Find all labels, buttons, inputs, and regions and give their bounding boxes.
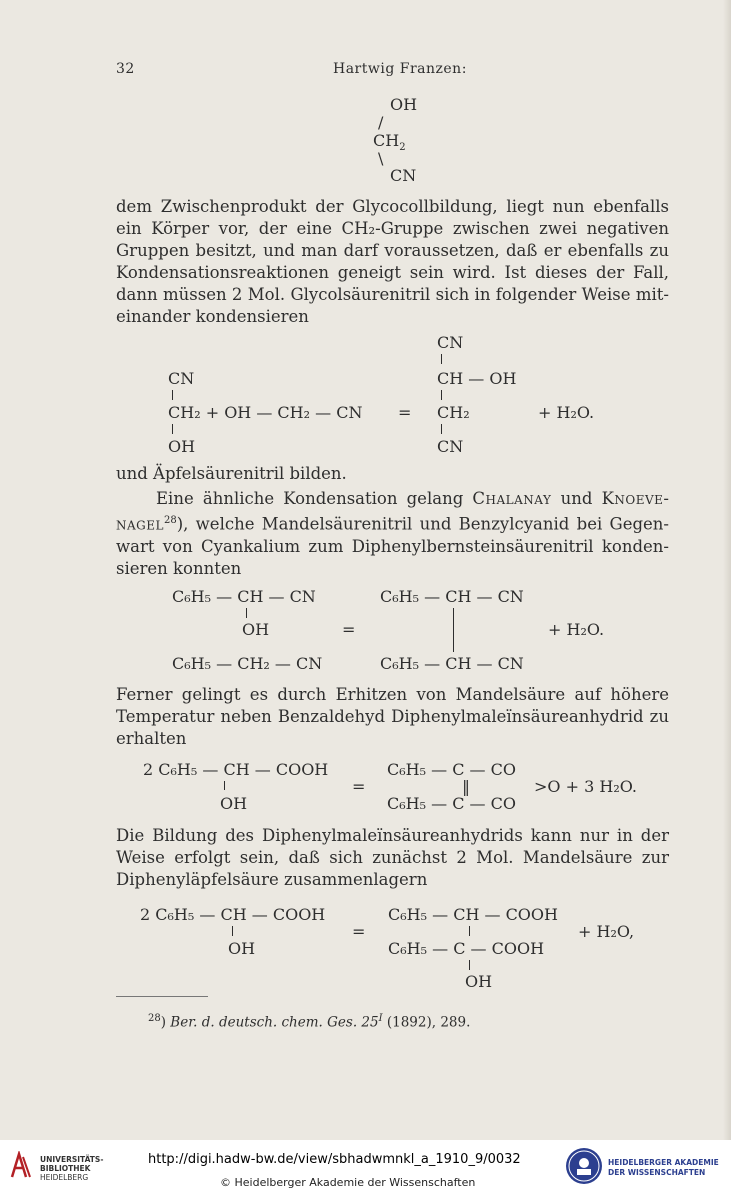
f2-plus-water: + H₂O. bbox=[538, 403, 595, 422]
f2-right-cn-top: CN bbox=[437, 333, 464, 352]
page-number: 32 bbox=[116, 61, 135, 77]
f4-anhydride-water: >O + 3 H₂O. bbox=[534, 777, 637, 796]
f5-right-oh: OH bbox=[465, 972, 493, 991]
footnote-mark: 28 bbox=[148, 1013, 161, 1024]
f5-bond-2 bbox=[469, 926, 470, 936]
paragraph-1: dem Zwischenprodukt der Glycocollbildung, liegt nun ebenfalls ein Körper vor, der eine CH₂-Gruppe zwischen zwei negativen Gruppen besitzt, und man darf voraussetzen, daß er ebenfalls zu Kondensationsreaktionen geneigt sein wird. Ist dieses der Fall, dann müssen 2 Mol. Glycolsäurenitril sich in folgender Weise miteinander kondensieren bbox=[116, 197, 669, 326]
f5-plus-water: + H₂O, bbox=[578, 922, 635, 941]
f2-equals: = bbox=[398, 403, 412, 422]
f2-left-oh: OH bbox=[168, 437, 196, 456]
f2-right-ch2: CH₂ bbox=[437, 403, 470, 422]
footnote-details: (1892), 289. bbox=[386, 1014, 471, 1031]
f3-left-oh: OH bbox=[242, 620, 270, 639]
f5-left-top: 2 C₆H₅ — CH — COOH bbox=[140, 905, 326, 924]
f2-bond-4 bbox=[441, 390, 442, 400]
footnote-source: Ber. d. deutsch. chem. Ges. bbox=[170, 1014, 358, 1031]
f2-right-ch-oh: CH — OH bbox=[437, 369, 517, 388]
f4-right-top: C₆H₅ — C — CO bbox=[387, 760, 516, 779]
f5-bond-1 bbox=[232, 926, 233, 936]
formula1-oh: OH bbox=[390, 95, 418, 114]
f2-bond-5 bbox=[441, 424, 442, 434]
f5-left-oh: OH bbox=[228, 939, 256, 958]
formula1-bond-up: / bbox=[378, 113, 384, 132]
copyright-notice: © Heidelberger Akademie der Wissenschaften bbox=[220, 1176, 476, 1189]
f4-right-bottom: C₆H₅ — C — CO bbox=[387, 794, 516, 813]
f3-right-bottom: C₆H₅ — CH — CN bbox=[380, 654, 524, 673]
academy-name bbox=[608, 1158, 719, 1178]
f4-double-bond: ‖ bbox=[462, 777, 470, 796]
f2-left-cn: CN bbox=[168, 369, 195, 388]
f2-left-mid: CH₂ + OH — CH₂ — CN bbox=[168, 403, 363, 422]
f4-bond-1 bbox=[224, 781, 225, 790]
f5-equals: = bbox=[352, 922, 366, 941]
formula1-ch: CH bbox=[373, 131, 400, 150]
f4-left-oh: OH bbox=[220, 794, 248, 813]
page-edge-shadow bbox=[723, 0, 731, 1140]
footnote-rule bbox=[116, 996, 208, 997]
para3-conj: und bbox=[560, 489, 593, 508]
f3-bond-1 bbox=[246, 608, 247, 618]
f3-bond-2 bbox=[453, 608, 454, 652]
running-title: Hartwig Franzen: bbox=[333, 61, 467, 77]
paragraph-2: und Äpfelsäurenitril bilden. bbox=[116, 464, 347, 483]
formula1-sub2: 2 bbox=[399, 142, 406, 154]
para3-rest: ), welche Mandelsäurenitril und Benzylcyanid bei Gegenwart von Cyankalium zum Diphenylbernsteinsäurenitril kondensieren konnten bbox=[116, 514, 669, 578]
citation-author-chalanay: Chalanay bbox=[472, 489, 552, 508]
f4-left-top: 2 C₆H₅ — CH — COOH bbox=[143, 760, 329, 779]
formula1-cn: CN bbox=[390, 166, 417, 185]
paragraph-4: Ferner gelingt es durch Erhitzen von Mandelsäure auf höhere Temperatur neben Benzaldehyd Diphenylmaleïnsäureanhydrid zu erhalten bbox=[116, 685, 669, 748]
library-line-2: BIBLIOTHEK bbox=[40, 1164, 91, 1173]
footnote-28: $^{28}$) Ber. d. deutsch. chem. Ges. $25^I$ (1892), 289. bbox=[148, 1013, 471, 1031]
f2-bond-2 bbox=[172, 424, 173, 434]
f2-right-cn-bottom: CN bbox=[437, 437, 464, 456]
citation-author-knoevenagel: Knoevenagel bbox=[116, 489, 669, 534]
academy-line-1: HEIDELBERGER AKADEMIE bbox=[608, 1158, 719, 1167]
permalink-url[interactable]: http://digi.hadw-bw.de/view/sbhadwmnkl_a_1910_9/0032 bbox=[148, 1152, 521, 1167]
footnote-ref-28: 28 bbox=[163, 515, 177, 526]
f2-bond-1 bbox=[172, 390, 173, 400]
library-line-3: HEIDELBERG bbox=[40, 1173, 89, 1182]
f3-right-top: C₆H₅ — CH — CN bbox=[380, 587, 524, 606]
f3-equals: = bbox=[342, 620, 356, 639]
academy-line-2: DER WISSENSCHAFTEN bbox=[608, 1168, 706, 1177]
footnote-volume-sup: I bbox=[378, 1013, 383, 1024]
paragraph-5: Die Bildung des Diphenylmaleïnsäureanhydrids kann nur in der Weise erfolgt sein, daß sich zunächst 2 Mol. Mandelsäure zur Diphenyläpfelsäure zusammenlagern bbox=[116, 826, 669, 889]
f3-plus-water: + H₂O. bbox=[548, 620, 605, 639]
academy-seal-icon bbox=[566, 1148, 602, 1184]
f5-right-bottom: C₆H₅ — C — COOH bbox=[388, 939, 545, 958]
university-library-logo-icon bbox=[10, 1151, 32, 1179]
f2-bond-3 bbox=[441, 354, 442, 364]
f5-bond-3 bbox=[469, 960, 470, 970]
f3-left-top: C₆H₅ — CH — CN bbox=[172, 587, 316, 606]
f3-left-bottom: C₆H₅ — CH₂ — CN bbox=[172, 654, 323, 673]
formula1-bond-down: \ bbox=[378, 149, 384, 168]
f4-equals: = bbox=[352, 777, 366, 796]
university-library-name bbox=[40, 1155, 103, 1182]
f5-right-top: C₆H₅ — CH — COOH bbox=[388, 905, 558, 924]
library-line-1: UNIVERSITÄTS- bbox=[40, 1155, 104, 1164]
footnote-volume: 25 bbox=[361, 1014, 379, 1031]
paragraph-3 bbox=[116, 488, 669, 580]
para3-lead: Eine ähnliche Kondensation gelang bbox=[156, 489, 464, 508]
